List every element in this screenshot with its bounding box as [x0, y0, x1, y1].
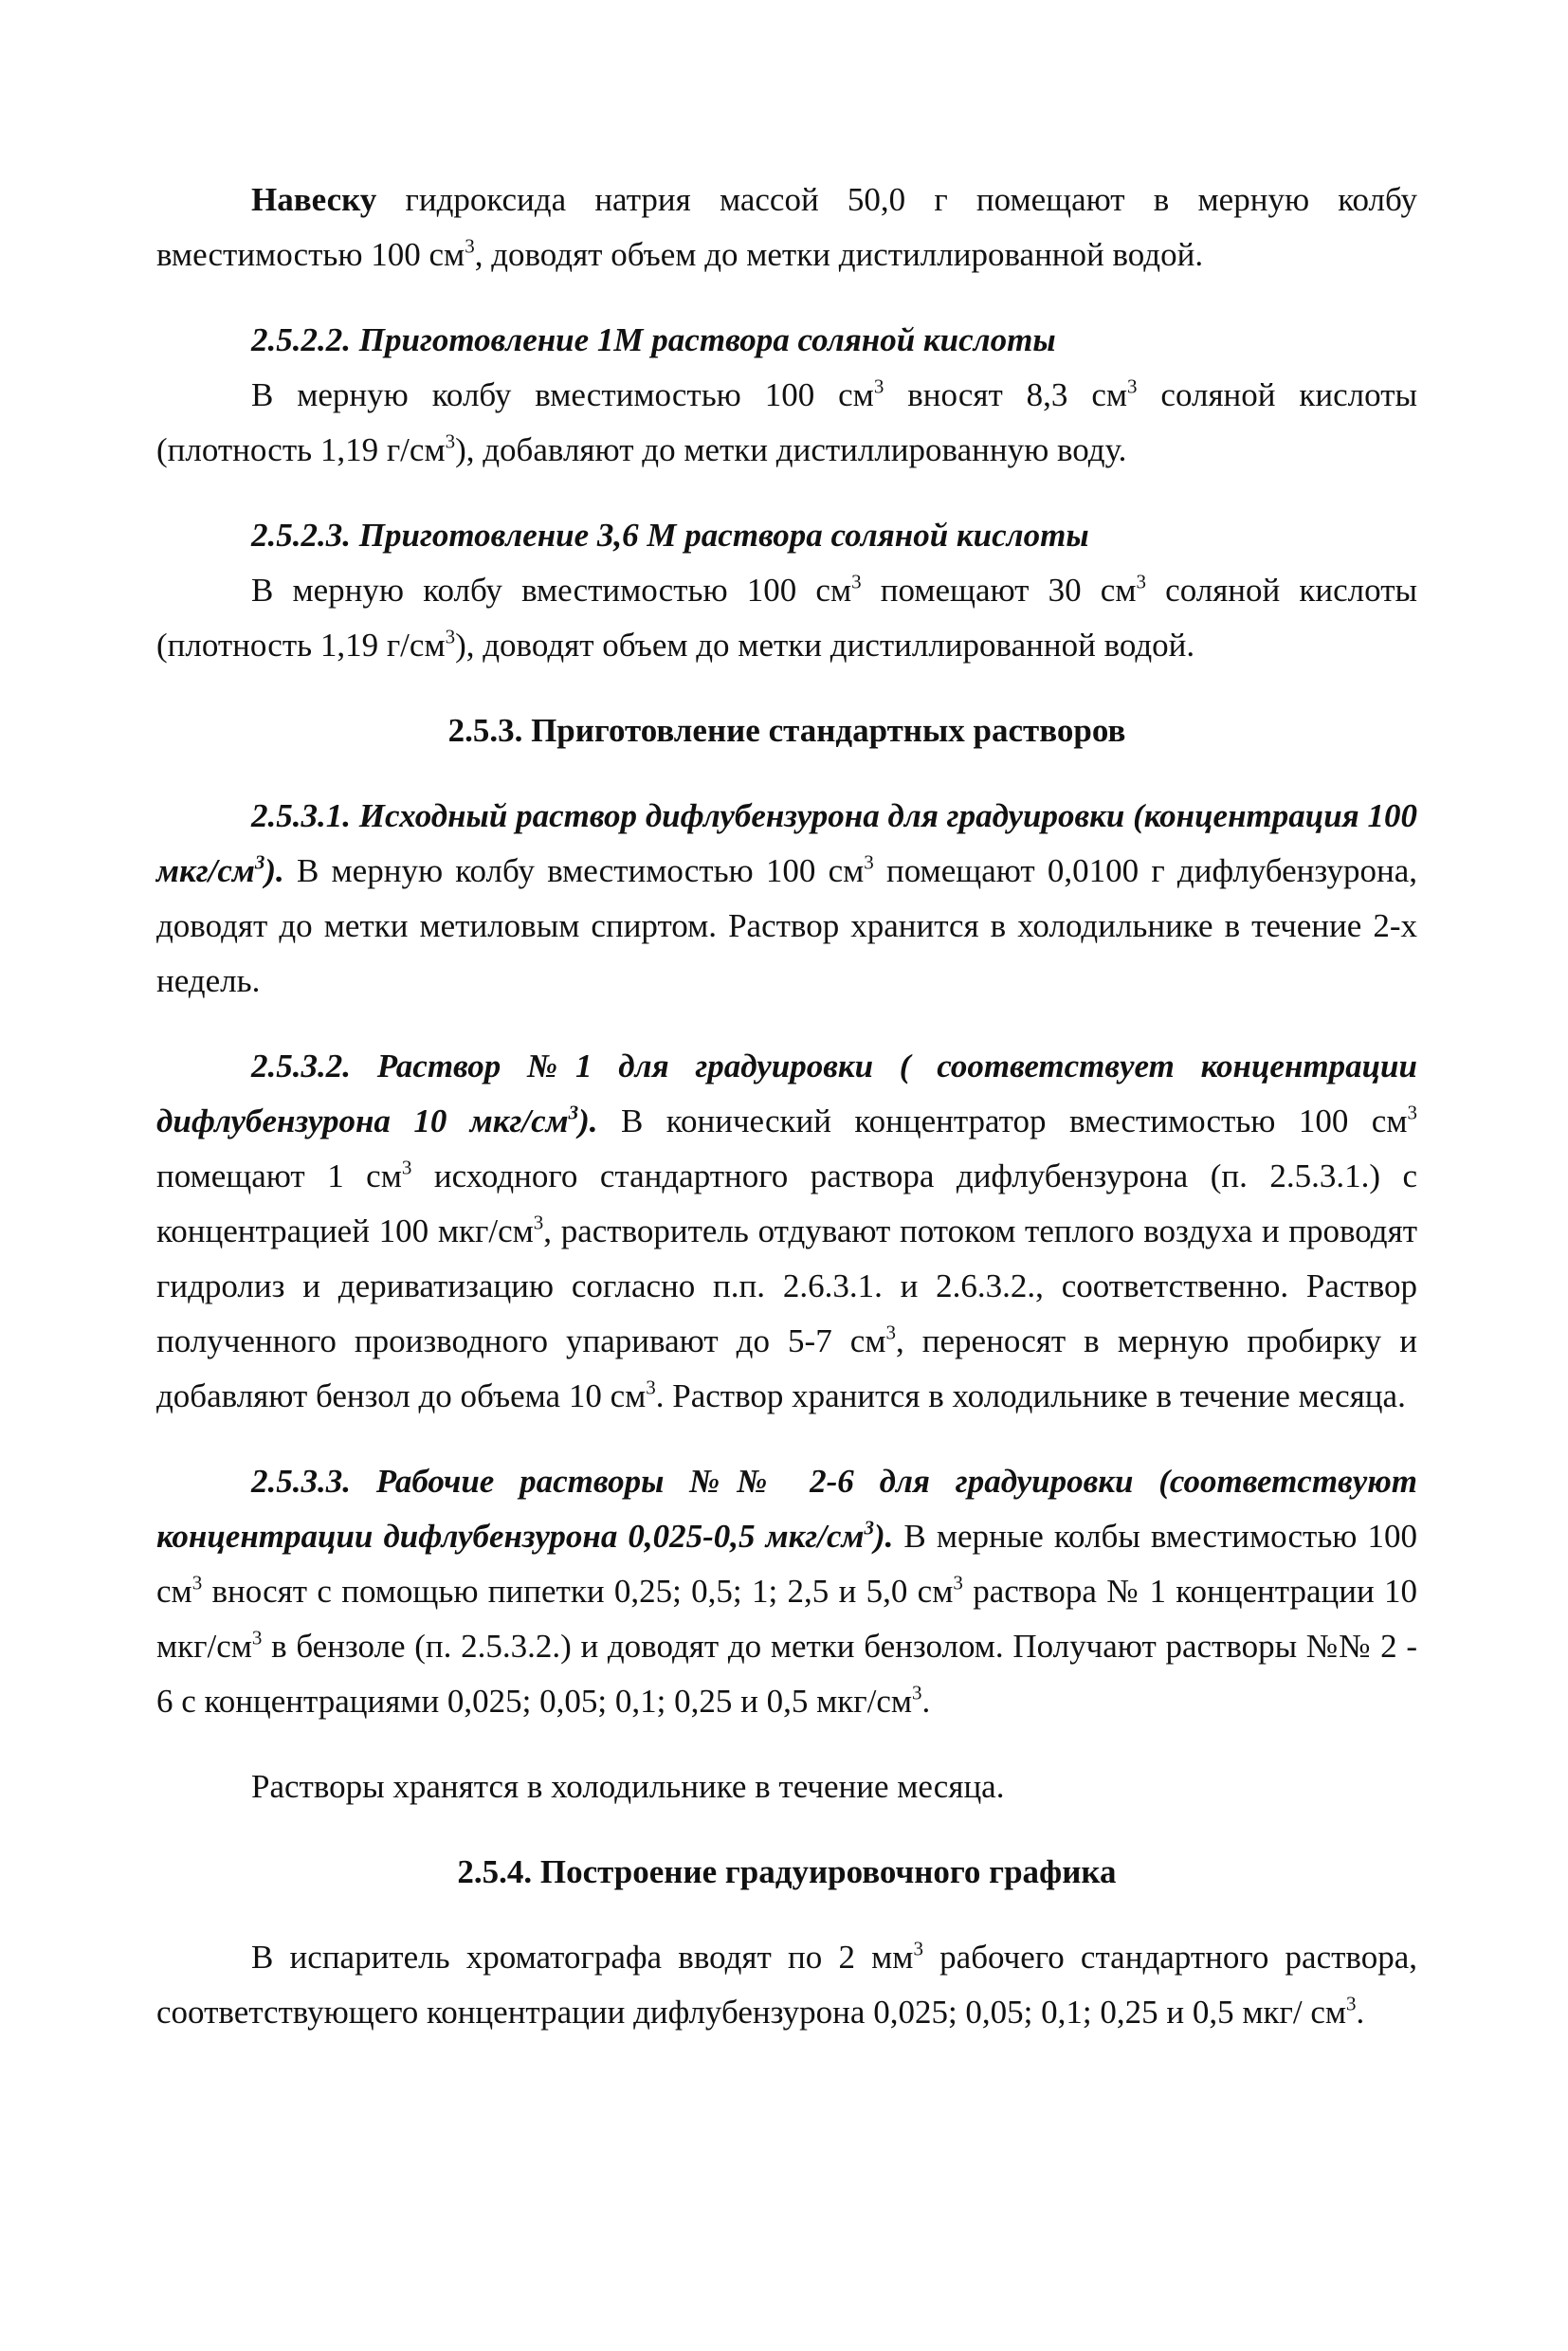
heading-2-5-2-3: 2.5.2.3. Приготовление 3,6 М раствора соляной кислоты: [251, 517, 1089, 554]
paragraph-text: вносят 8,3 см: [884, 376, 1128, 413]
superscript: 3: [885, 1321, 896, 1344]
superscript: 3: [445, 429, 456, 453]
heading-2-5-3: 2.5.3. Приготовление стандартных растворов: [447, 712, 1126, 749]
paragraph-text: соляной кислоты (плотность 1,19 г/см: [156, 376, 1417, 468]
paragraph-naoh: [156, 173, 1417, 282]
paragraph-text: , растворитель отдувают потоком теплого воздуха и проводят гидролиз и дериватизацию согласно п.п. 2.6.3.1. и 2.6.3.2., соответственно. Раствор полученного производного упаривают до 5-7 см: [156, 1212, 1417, 1359]
superscript: 3: [646, 1376, 656, 1399]
paragraph-text: помещают 0,0100 г дифлубензурона, доводят до метки метиловым спиртом. Раствор хранится в холодильнике в течение 2-х недель.: [156, 852, 1417, 999]
superscript: 3: [864, 1516, 874, 1540]
paragraph-text: В мерные колбы вместимостью 100 см: [156, 1518, 1417, 1610]
superscript: 3: [873, 374, 884, 398]
paragraph-text: раствора № 1 концентрации 10 мкг/см: [156, 1573, 1417, 1665]
paragraph-text: , переносят в мерную пробирку и добавляют бензол до объема 10 см: [156, 1322, 1417, 1414]
inline-subheading-text: 2.5.3.1. Исходный раствор дифлубензурона для градуировки (концентрация 100 мкг/см: [156, 797, 1417, 889]
superscript: 3: [1136, 570, 1146, 593]
paragraph-text: ), добавляют до метки дистиллированную воду.: [455, 431, 1127, 468]
paragraph-text: .: [1356, 1994, 1365, 2031]
superscript: 3: [191, 1571, 203, 1595]
inline-subheading-text: ).: [873, 1518, 894, 1555]
superscript: 3: [254, 850, 265, 874]
paragraph-text: исходного стандартного раствора дифлубензурона (п. 2.5.3.1.) с концентрацией 100 мкг/см: [156, 1157, 1417, 1249]
heading-2-5-4: 2.5.4. Построение градуировочного графика: [457, 1853, 1117, 1890]
paragraph-calibration: [156, 1930, 1417, 2040]
inline-subheading-text: 2.5.3.3. Рабочие растворы №№ 2-6 для градуировки (соответствуют концентрации дифлубензурона 0,025-0,5 мкг/см: [156, 1463, 1417, 1555]
superscript: 3: [465, 234, 475, 258]
superscript: 3: [533, 1211, 544, 1234]
paragraph-text: В испаритель хроматографа вводят по 2 мм: [251, 1939, 914, 1976]
paragraph-text: , доводят объем до метки дистиллированной водой.: [474, 236, 1204, 273]
paragraph-hcl-1m: [156, 368, 1417, 478]
superscript: 3: [912, 1681, 922, 1704]
paragraph-text: вносят с помощью пипетки 0,25; 0,5; 1; 2,5 и 5,0 см: [202, 1573, 954, 1610]
paragraph-text: В мерную колбу вместимостью 100 см: [251, 572, 852, 609]
paragraph-text: рабочего стандартного раствора, соответствующего концентрации дифлубензурона 0,025; 0,05; 0,1; 0,25 и 0,5 мкг/ см: [156, 1939, 1417, 2031]
superscript: 3: [568, 1101, 579, 1124]
paragraph-text: В конический концентратор вместимостью 100 см: [597, 1103, 1408, 1139]
superscript: 3: [401, 1156, 412, 1179]
superscript: 3: [864, 850, 874, 874]
superscript: 3: [251, 1626, 263, 1649]
paragraph-text: гидроксида натрия массой 50,0 г помещают в мерную колбу вместимостью 100 см: [156, 181, 1417, 273]
superscript: 3: [1127, 374, 1138, 398]
inline-subheading-text: ).: [578, 1103, 598, 1139]
paragraph-text: помещают 1 см: [156, 1157, 402, 1194]
paragraph-2-5-3-3: [156, 1454, 1417, 1729]
paragraph-text: . Раствор хранится в холодильнике в течение месяца.: [655, 1377, 1406, 1414]
superscript: 3: [913, 1937, 923, 1960]
paragraph-text: ), доводят объем до метки дистиллированной водой.: [455, 627, 1195, 664]
document-body: [156, 173, 1417, 2040]
superscript: 3: [953, 1571, 963, 1595]
paragraph-storage: Растворы хранятся в холодильнике в течение месяца.: [251, 1768, 1005, 1805]
superscript: 3: [851, 570, 862, 593]
paragraph-2-5-3-1: [156, 789, 1417, 1009]
paragraph-text: помещают 30 см: [861, 572, 1137, 609]
superscript: 3: [445, 625, 456, 648]
bold-lead-word: Навеску: [251, 181, 377, 218]
superscript: 3: [1407, 1101, 1417, 1124]
paragraph-text: В мерную колбу вместимостью 100 см: [283, 852, 865, 889]
paragraph-hcl-3-6m: [156, 563, 1417, 673]
paragraph-text: соляной кислоты (плотность 1,19 г/см: [156, 572, 1418, 664]
inline-subheading-text: ).: [264, 852, 284, 889]
paragraph-text: в бензоле (п. 2.5.3.2.) и доводят до метки бензолом. Получают растворы №№ 2 - 6 с концентрациями 0,025; 0,05; 0,1; 0,25 и 0,5 мкг/см: [156, 1628, 1417, 1720]
paragraph-text: .: [921, 1683, 931, 1720]
superscript: 3: [1346, 1992, 1357, 2015]
inline-subheading-text: 2.5.3.2. Раствор №1 для градуировки ( соответствует концентрации дифлубензурона 10 мкг/см: [156, 1048, 1417, 1139]
heading-2-5-2-2: 2.5.2.2. Приготовление 1М раствора соляной кислоты: [251, 321, 1056, 358]
paragraph-2-5-3-2: [156, 1039, 1417, 1424]
paragraph-text: В мерную колбу вместимостью 100 см: [251, 376, 874, 413]
